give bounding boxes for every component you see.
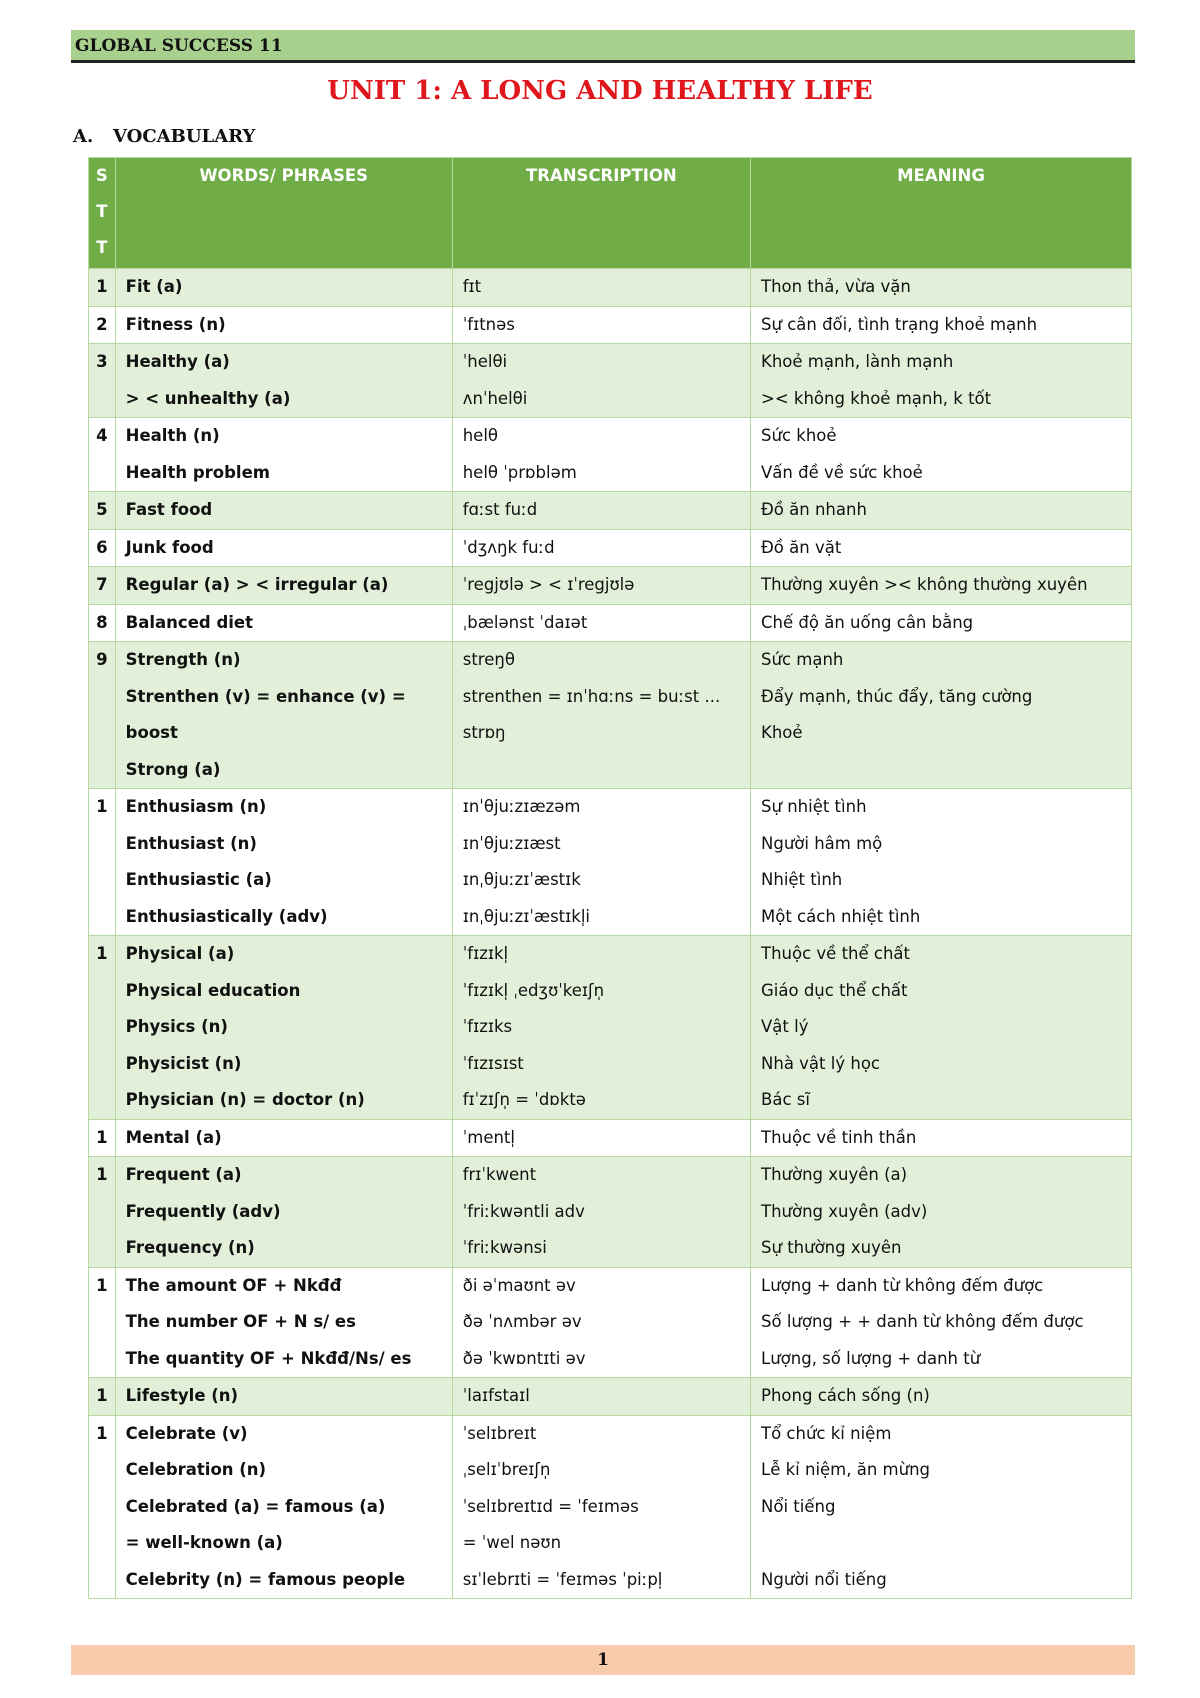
word-cell xyxy=(115,642,452,789)
transcription-line: ˈfɪzɪkl̩ ˌedʒʊˈkeɪʃn̩ xyxy=(462,980,605,1000)
transcription-cell xyxy=(452,604,750,642)
meaning-line: Thường xuyên >< không thường xuyên xyxy=(761,575,1088,594)
word-line: The number OF + N s/ es xyxy=(125,1312,356,1331)
table-row xyxy=(89,1157,1132,1268)
transcription-line: ˈfɪzɪsɪst xyxy=(462,1053,524,1073)
transcription-cell xyxy=(452,789,750,936)
meaning-line: Người nổi tiếng xyxy=(761,1569,887,1589)
transcription-line: ˈhelθi xyxy=(462,352,508,371)
transcription-cell xyxy=(452,642,750,789)
word-cell xyxy=(115,269,452,307)
meaning-cell xyxy=(751,1157,1132,1268)
transcription-cell xyxy=(452,418,750,492)
word-line: Strength (n) xyxy=(125,650,241,669)
word-line: Fast food xyxy=(125,500,213,519)
meaning-line: Thường xuyên (a) xyxy=(761,1165,908,1184)
meaning-cell xyxy=(751,789,1132,936)
meaning-line: Giáo dục thể chất xyxy=(761,980,908,1000)
transcription-line: ɪnˌθjuːzɪˈæstɪkl̩i xyxy=(462,906,590,926)
row-number-cell xyxy=(89,306,116,344)
meaning-cell xyxy=(751,1267,1132,1378)
word-cell xyxy=(115,789,452,936)
word-line: Celebrity (n) = famous people xyxy=(125,1569,406,1589)
row-number-cell xyxy=(89,1157,116,1268)
vocabulary-table xyxy=(88,157,1132,1599)
row-number: 4 xyxy=(96,426,108,445)
transcription-cell xyxy=(452,567,750,605)
meaning-line: Lượng, số lượng + danh từ xyxy=(761,1348,981,1368)
transcription-line: ˈlaɪfstaɪl xyxy=(462,1386,530,1405)
meaning-line: Một cách nhiệt tình xyxy=(761,906,921,926)
word-cell xyxy=(115,344,452,418)
transcription-cell xyxy=(452,1378,750,1416)
transcription-line: ˈfriːkwəntli adv xyxy=(462,1201,585,1221)
meaning-line: Thuộc về tinh thần xyxy=(761,1127,917,1147)
meaning-cell xyxy=(751,604,1132,642)
header-meaning: MEANING xyxy=(751,158,1132,269)
table-row xyxy=(89,1119,1132,1157)
transcription-cell xyxy=(452,936,750,1120)
transcription-cell xyxy=(452,269,750,307)
transcription-cell xyxy=(452,344,750,418)
row-number-cell xyxy=(89,936,116,1120)
row-number: 7 xyxy=(96,575,108,594)
transcription-line: ˈmentl̩ xyxy=(462,1127,515,1147)
table-row xyxy=(89,789,1132,936)
meaning-cell xyxy=(751,1119,1132,1157)
transcription-line xyxy=(453,752,750,789)
header-bar xyxy=(71,30,1135,63)
section-title xyxy=(73,126,255,147)
transcription-line: ðə ˈnʌmbər əv xyxy=(462,1312,582,1331)
meaning-line: Sự cân đối, tình trạng khoẻ mạnh xyxy=(761,314,1038,334)
meaning-cell xyxy=(751,1378,1132,1416)
transcription-line: ɪnˈθjuːzɪæst xyxy=(462,833,561,853)
word-line: Celebrated (a) = famous (a) xyxy=(125,1496,386,1516)
word-line: Mental (a) xyxy=(125,1127,222,1147)
meaning-line: Đồ ăn vặt xyxy=(761,537,842,557)
word-line: Strong (a) xyxy=(125,759,221,779)
transcription-line: = ˈwel nəʊn xyxy=(462,1533,562,1552)
transcription-line: ˌbælənst ˈdaɪət xyxy=(462,612,588,632)
row-number-cell xyxy=(89,604,116,642)
meaning-cell xyxy=(751,1415,1132,1599)
word-line: Fit (a) xyxy=(125,277,183,296)
transcription-line: ɪnˈθjuːzɪæzəm xyxy=(462,797,581,816)
row-number: 1 xyxy=(96,1165,108,1184)
row-number-cell xyxy=(89,1119,116,1157)
transcription-line: strɒŋ xyxy=(462,723,506,742)
word-line: Physics (n) xyxy=(125,1017,228,1036)
word-line: Celebration (n) xyxy=(125,1460,267,1479)
meaning-line: Phong cách sống (n) xyxy=(761,1386,930,1405)
meaning-line: Sức mạnh xyxy=(761,650,844,669)
section-letter: A. xyxy=(73,126,94,147)
word-line: The amount OF + Nkđđ xyxy=(125,1275,342,1295)
header-transcription: TRANSCRIPTION xyxy=(452,158,750,269)
table-row xyxy=(89,306,1132,344)
row-number: 6 xyxy=(96,537,108,557)
transcription-line: ˈselɪbreɪt xyxy=(462,1423,537,1443)
table-row xyxy=(89,1267,1132,1378)
table-row xyxy=(89,936,1132,1120)
word-line: Physical education xyxy=(125,980,301,1000)
row-number-cell xyxy=(89,1378,116,1416)
word-cell xyxy=(115,492,452,530)
word-line: Healthy (a) xyxy=(125,352,230,371)
word-cell xyxy=(115,306,452,344)
transcription-line: sɪˈlebrɪti = ˈfeɪməs ˈpiːpl̩ xyxy=(462,1569,663,1589)
transcription-line: ʌnˈhelθi xyxy=(462,388,528,408)
row-number: 5 xyxy=(96,500,108,519)
word-line: Frequency (n) xyxy=(125,1238,255,1257)
word-cell xyxy=(115,418,452,492)
row-number-cell xyxy=(89,492,116,530)
word-line: Balanced diet xyxy=(125,612,253,632)
row-number-cell xyxy=(89,269,116,307)
meaning-cell xyxy=(751,418,1132,492)
header-words: WORDS/ PHRASES xyxy=(115,158,452,269)
table-row xyxy=(89,269,1132,307)
row-number-cell xyxy=(89,1415,116,1599)
word-line: Celebrate (v) xyxy=(125,1423,248,1443)
word-cell xyxy=(115,1378,452,1416)
word-line: Frequently (adv) xyxy=(125,1201,281,1221)
meaning-line xyxy=(751,1525,1131,1562)
table-header-row xyxy=(89,158,1132,269)
header-stt-letter: T xyxy=(96,202,108,221)
transcription-line: ˌselɪˈbreɪʃn̩ xyxy=(462,1460,551,1479)
header-title: GLOBAL SUCCESS 11 xyxy=(75,36,283,56)
table-row xyxy=(89,1378,1132,1416)
word-line: Frequent (a) xyxy=(125,1165,242,1184)
table-row xyxy=(89,492,1132,530)
word-line: Enthusiastically (adv) xyxy=(125,906,328,926)
word-line: Health (n) xyxy=(125,426,220,445)
transcription-line: strenthen = ɪnˈhɑːns = buːst ... xyxy=(462,686,721,706)
row-number: 2 xyxy=(96,314,108,334)
word-line: Health problem xyxy=(125,462,270,482)
row-number: 1 xyxy=(96,1275,108,1295)
meaning-line: Vật lý xyxy=(761,1017,809,1036)
meaning-line: Bác sĩ xyxy=(761,1090,810,1109)
transcription-line: fɪˈzɪʃn̩ = ˈdɒktə xyxy=(462,1090,586,1109)
word-line: boost xyxy=(125,723,178,742)
word-cell xyxy=(115,1157,452,1268)
table-row xyxy=(89,529,1132,567)
row-number: 1 xyxy=(96,1127,108,1147)
meaning-line: Vấn đề về sức khoẻ xyxy=(761,462,923,482)
row-number: 1 xyxy=(96,1423,108,1443)
transcription-line: ˈdʒʌŋk fuːd xyxy=(462,537,555,557)
transcription-cell xyxy=(452,529,750,567)
meaning-line: Tổ chức kỉ niệm xyxy=(761,1423,892,1443)
word-line: Enthusiastic (a) xyxy=(125,870,272,889)
word-cell xyxy=(115,567,452,605)
meaning-cell xyxy=(751,492,1132,530)
meaning-line: Lượng + danh từ không đếm được xyxy=(761,1275,1044,1295)
meaning-line: Lễ kỉ niệm, ăn mừng xyxy=(761,1460,931,1479)
word-line: The quantity OF + Nkđđ/Ns/ es xyxy=(125,1348,412,1368)
meaning-cell xyxy=(751,529,1132,567)
meaning-cell xyxy=(751,269,1132,307)
table-body xyxy=(89,269,1132,1599)
transcription-line: fɑːst fuːd xyxy=(462,500,538,519)
transcription-line: ˈfriːkwənsi xyxy=(462,1238,547,1257)
table-row xyxy=(89,567,1132,605)
transcription-line: ði əˈmaʊnt əv xyxy=(462,1275,576,1295)
word-line: Junk food xyxy=(125,537,214,557)
meaning-line: Khoẻ xyxy=(761,723,803,742)
word-line: Physician (n) = doctor (n) xyxy=(125,1090,365,1109)
row-number: 3 xyxy=(96,352,108,371)
meaning-cell xyxy=(751,306,1132,344)
word-line: Enthusiast (n) xyxy=(125,833,257,853)
transcription-line: ˈfɪtnəs xyxy=(462,314,515,334)
transcription-line: helθ xyxy=(462,426,499,445)
word-line: Lifestyle (n) xyxy=(125,1386,239,1405)
meaning-line: Sức khoẻ xyxy=(761,426,837,445)
word-line: Regular (a) > < irregular (a) xyxy=(125,575,389,594)
meaning-line: Nhiệt tình xyxy=(761,870,843,889)
transcription-line: frɪˈkwent xyxy=(462,1165,537,1184)
transcription-line: ɪnˌθjuːzɪˈæstɪk xyxy=(462,870,581,889)
meaning-line: Số lượng + + danh từ không đếm được xyxy=(761,1312,1084,1331)
row-number: 8 xyxy=(96,612,108,632)
row-number: 1 xyxy=(96,797,108,816)
transcription-cell xyxy=(452,1157,750,1268)
row-number: 1 xyxy=(96,944,108,963)
transcription-line: ˈfɪzɪks xyxy=(462,1017,513,1036)
row-number: 1 xyxy=(96,1386,108,1405)
meaning-line: Thon thả, vừa vặn xyxy=(761,277,911,296)
transcription-line: streŋθ xyxy=(462,650,515,669)
transcription-line: ˈfɪzɪkl̩ xyxy=(462,944,509,963)
word-cell xyxy=(115,604,452,642)
meaning-line: Thuộc về thể chất xyxy=(761,944,911,963)
table-row xyxy=(89,418,1132,492)
transcription-cell xyxy=(452,492,750,530)
row-number-cell xyxy=(89,1267,116,1378)
row-number-cell xyxy=(89,642,116,789)
transcription-cell xyxy=(452,1415,750,1599)
word-cell xyxy=(115,1119,452,1157)
meaning-line: Nhà vật lý học xyxy=(761,1053,880,1073)
word-line: Physicist (n) xyxy=(125,1053,242,1073)
meaning-line: Thường xuyên (adv) xyxy=(761,1201,928,1221)
header-stt xyxy=(89,158,116,269)
transcription-cell xyxy=(452,306,750,344)
word-line: > < unhealthy (a) xyxy=(125,388,291,408)
row-number-cell xyxy=(89,344,116,418)
word-line: Physical (a) xyxy=(125,944,235,963)
transcription-cell xyxy=(452,1119,750,1157)
meaning-line: >< không khoẻ mạnh, k tốt xyxy=(761,388,992,408)
row-number-cell xyxy=(89,529,116,567)
meaning-line: Sự nhiệt tình xyxy=(761,797,867,816)
word-line: Enthusiasm (n) xyxy=(125,797,267,816)
table-row xyxy=(89,1415,1132,1599)
table-row xyxy=(89,642,1132,789)
unit-title: UNIT 1: A LONG AND HEALTHY LIFE xyxy=(327,76,873,106)
row-number-cell xyxy=(89,789,116,936)
meaning-line: Sự thường xuyên xyxy=(761,1238,902,1257)
meaning-line: Người hâm mộ xyxy=(761,833,883,853)
word-cell xyxy=(115,1415,452,1599)
transcription-line: ðə ˈkwɒntɪti əv xyxy=(462,1348,586,1368)
meaning-line: Khoẻ mạnh, lành mạnh xyxy=(761,352,954,371)
transcription-cell xyxy=(452,1267,750,1378)
meaning-line: Chế độ ăn uống cân bằng xyxy=(761,612,974,632)
word-line: = well-known (a) xyxy=(125,1533,283,1552)
word-cell xyxy=(115,529,452,567)
row-number-cell xyxy=(89,567,116,605)
word-line: Strenthen (v) = enhance (v) = xyxy=(125,686,406,706)
meaning-line xyxy=(751,752,1131,789)
word-cell xyxy=(115,936,452,1120)
meaning-cell xyxy=(751,642,1132,789)
page-number: 1 xyxy=(597,1650,609,1670)
header-stt-letter: T xyxy=(96,238,108,257)
transcription-line: ˈselɪbreɪtɪd = ˈfeɪməs xyxy=(462,1496,639,1516)
section-name: VOCABULARY xyxy=(113,126,256,147)
meaning-line: Đẩy mạnh, thúc đẩy, tăng cường xyxy=(761,686,1033,706)
transcription-line: helθ ˈprɒbləm xyxy=(462,462,577,482)
transcription-line: ˈregjʊlə > < ɪˈregjʊlə xyxy=(462,575,635,594)
word-cell xyxy=(115,1267,452,1378)
table-row xyxy=(89,604,1132,642)
footer-bar xyxy=(71,1645,1135,1675)
header-stt-letter: S xyxy=(95,166,108,185)
meaning-cell xyxy=(751,344,1132,418)
row-number: 1 xyxy=(96,277,108,296)
transcription-line: fɪt xyxy=(462,277,482,296)
row-number: 9 xyxy=(96,650,108,669)
row-number-cell xyxy=(89,418,116,492)
meaning-line: Nổi tiếng xyxy=(761,1496,836,1516)
word-line: Fitness (n) xyxy=(125,314,226,334)
table-row xyxy=(89,344,1132,418)
meaning-cell xyxy=(751,567,1132,605)
meaning-cell xyxy=(751,936,1132,1120)
meaning-line: Đồ ăn nhanh xyxy=(761,500,867,519)
